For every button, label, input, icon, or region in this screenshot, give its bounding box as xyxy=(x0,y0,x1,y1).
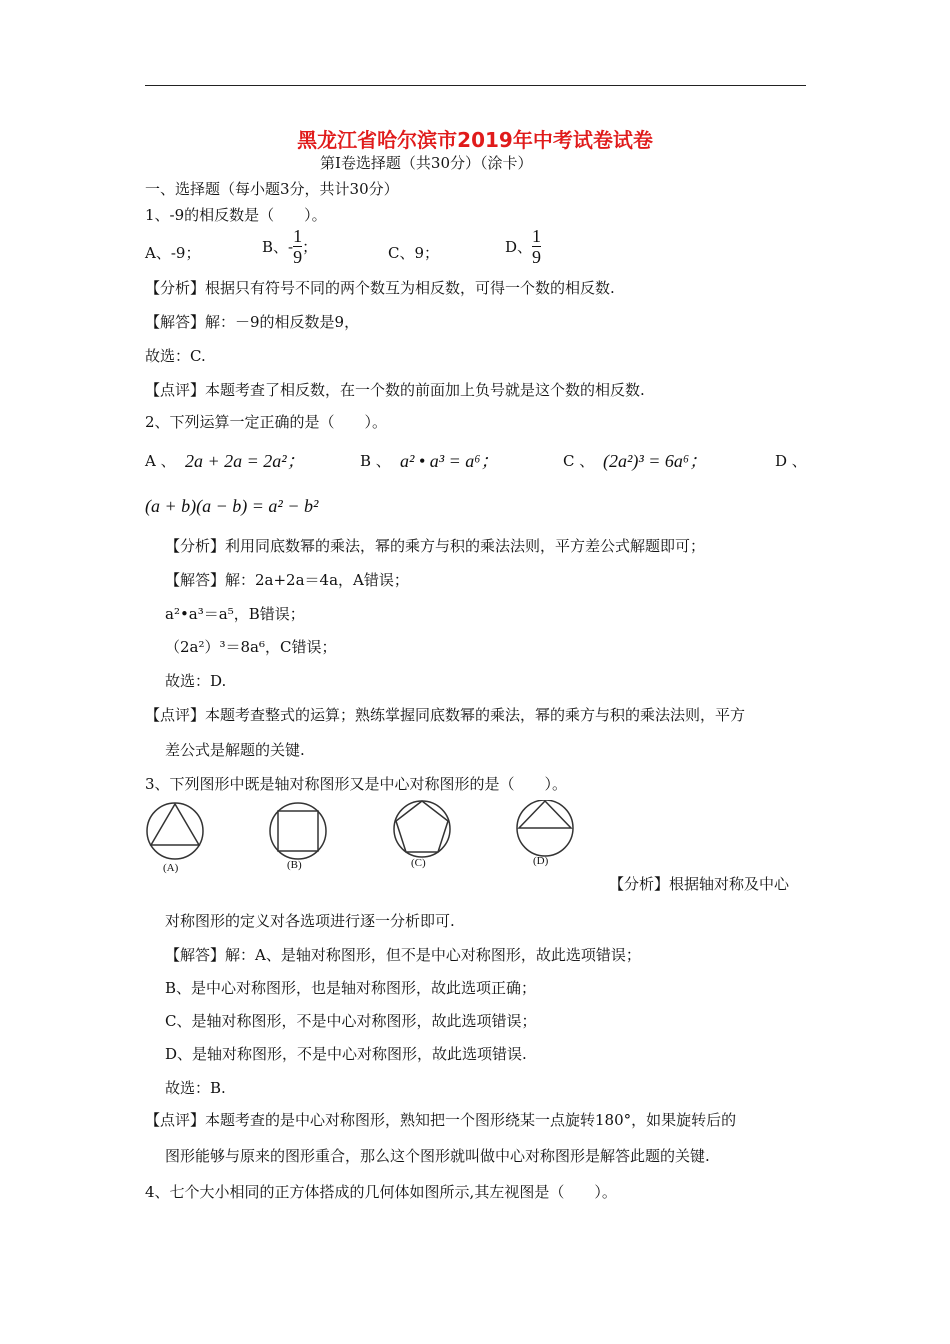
q2-option-b-label: B 、 xyxy=(360,452,391,470)
q2-option-a-label: A 、 xyxy=(145,452,176,470)
q2-comment-line2: 差公式是解题的关键. xyxy=(165,741,305,759)
q2-answer-line1: 【解答】解：2a+2a＝4a，A错误； xyxy=(165,571,409,589)
q2-option-c-expr: (2a²)³ = 6a⁶； xyxy=(603,451,708,471)
q2-answer-line2: a²•a³＝a⁵，B错误； xyxy=(165,605,305,623)
q3-figure-c-label: (C) xyxy=(411,857,426,869)
q2-stem: 2、下列运算一定正确的是（ ）。 xyxy=(145,413,388,431)
q1-option-c: C、9； xyxy=(388,244,440,262)
q3-figure-b-label: (B) xyxy=(287,859,302,871)
q3-choice: 故选：B. xyxy=(165,1079,226,1097)
document-title: 黑龙江省哈尔滨市2019年中考试卷试卷 xyxy=(297,128,653,152)
q1-answer: 【解答】解：－9的相反数是9， xyxy=(145,313,360,331)
q3-answer-line1: 【解答】解：A、是轴对称图形，但不是中心对称图形，故此选项错误； xyxy=(165,946,641,964)
q3-analysis-line2: 对称图形的定义对各选项进行逐一分析即可. xyxy=(165,912,455,930)
q1-option-d: D、 $\frac{1}{9}$ xyxy=(505,226,542,267)
q1-option-a: A、-9； xyxy=(145,244,201,262)
q2-option-b-expr: a² • a³ = a⁶； xyxy=(400,451,499,471)
q2-comment-line1: 【点评】本题考查整式的运算；熟练掌握同底数幂的乘法，幂的乘方与积的乘法法则，平方 xyxy=(145,706,746,724)
q1-option-b: B、- $\frac{1}{9}$ ； xyxy=(262,226,318,267)
q1-stem: 1、-9的相反数是（ ）。 xyxy=(145,206,327,224)
q2-option-d-expr: (a + b)(a − b) = a² − b² xyxy=(145,496,319,516)
q3-comment-line2: 图形能够与原来的图形重合，那么这个图形就叫做中心对称图形是解答此题的关键. xyxy=(165,1147,710,1165)
q3-answer-line3: C、是轴对称图形，不是中心对称图形，故此选项错误； xyxy=(165,1012,537,1030)
section-heading: 一、选择题（每小题3分，共计30分） xyxy=(145,180,399,198)
q1-comment: 【点评】本题考查了相反数，在一个数的前面加上负号就是这个数的相反数. xyxy=(145,381,645,399)
header-rule xyxy=(145,85,806,86)
q1-choice: 故选：C. xyxy=(145,347,206,365)
q1-analysis: 【分析】根据只有符号不同的两个数互为相反数，可得一个数的相反数. xyxy=(145,279,615,297)
q3-answer-line4: D、是轴对称图形，不是中心对称图形，故此选项错误. xyxy=(165,1045,527,1063)
document-subtitle: 第Ⅰ卷选择题（共30分）（涂卡） xyxy=(320,154,533,172)
q2-answer-line3: （2a²）³＝8a⁶，C错误； xyxy=(165,638,337,656)
q2-choice: 故选：D. xyxy=(165,672,227,690)
q3-comment-line1: 【点评】本题考查的是中心对称图形，熟知把一个图形绕某一点旋转180°，如果旋转后的 xyxy=(145,1111,737,1129)
q2-option-c-label: C 、 xyxy=(563,452,595,470)
q2-option-d-label: D 、 xyxy=(775,452,807,470)
q4-stem: 4、七个大小相同的正方体搭成的几何体如图所示,其左视图是（ ）。 xyxy=(145,1183,617,1201)
q3-figure-a-label: (A) xyxy=(163,862,179,874)
q3-figure-d-label: (D) xyxy=(533,855,549,867)
q2-analysis: 【分析】利用同底数幂的乘法，幂的乘方与积的乘法法则，平方差公式解题即可； xyxy=(165,537,706,555)
q3-answer-line2: B、是中心对称图形，也是轴对称图形，故此选项正确； xyxy=(165,979,537,997)
q3-stem: 3、下列图形中既是轴对称图形又是中心对称图形的是（ ）。 xyxy=(145,775,568,793)
q3-analysis-line1: 【分析】根据轴对称及中心 xyxy=(609,875,790,893)
q2-option-a-expr: 2a + 2a = 2a²； xyxy=(185,451,305,471)
